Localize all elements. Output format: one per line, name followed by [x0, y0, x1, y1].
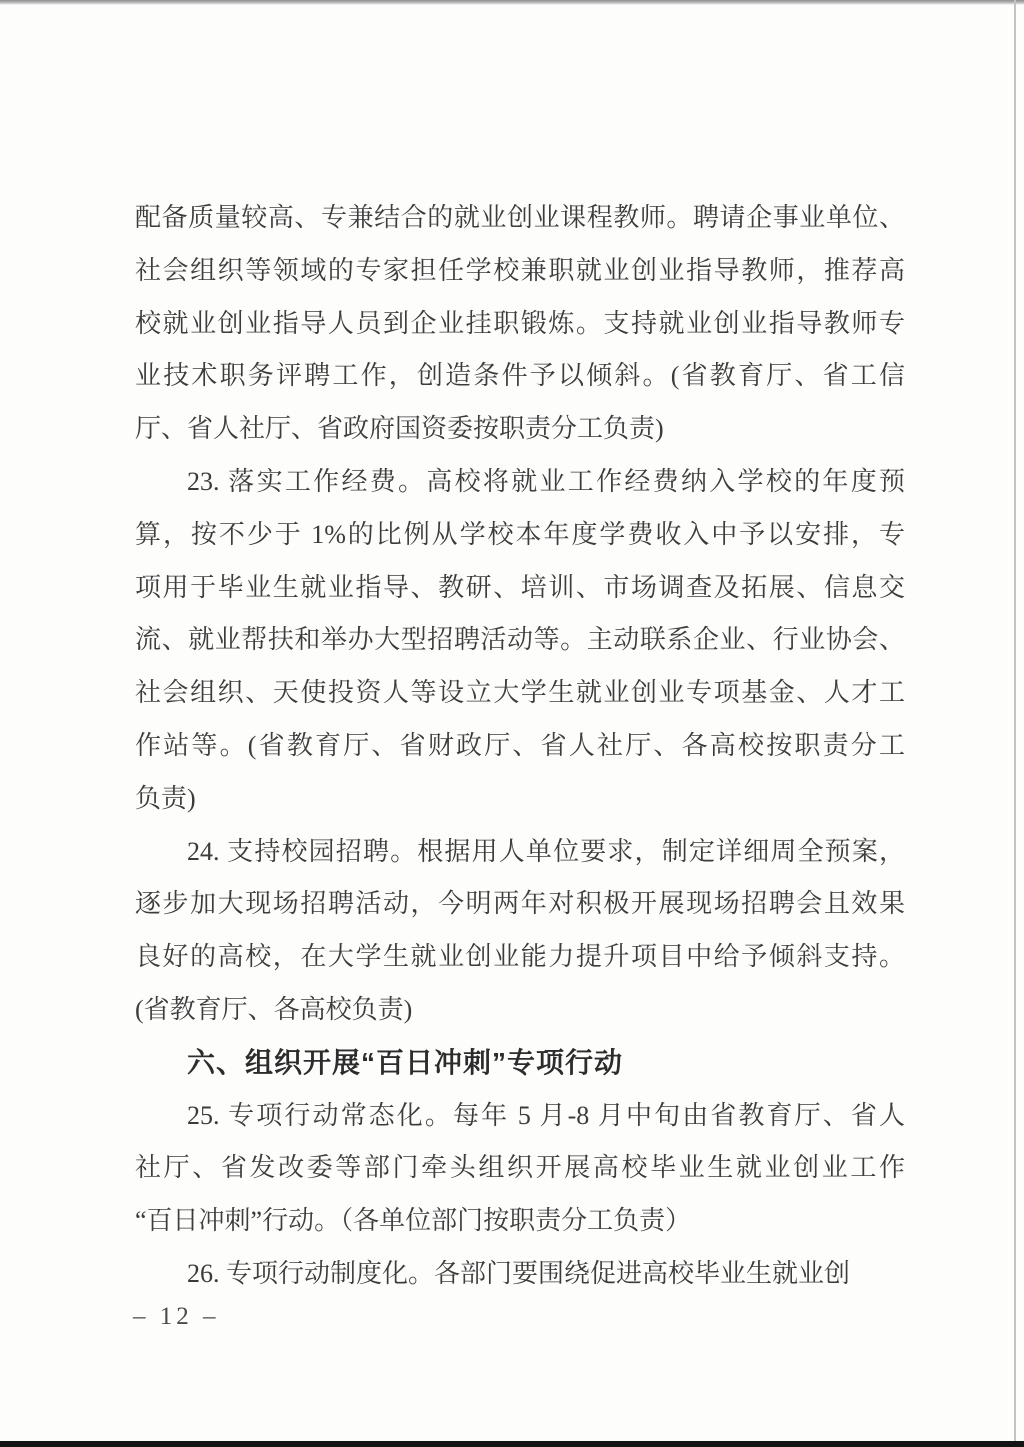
text-line: 良好的高校，在大学生就业创业能力提升项目中给予倾斜支持。 — [135, 942, 905, 972]
scan-right-edge-line — [1014, 0, 1016, 1447]
text-line: 社会组织、天使投资人等设立大学生就业创业专项基金、人才工 — [135, 678, 905, 708]
text-line: 逐步加大现场招聘活动，今明两年对积极开展现场招聘会且效果 — [135, 889, 905, 919]
text-line: 25. 专项行动常态化。每年 5 月-8 月中旬由省教育厅、省人 — [187, 1100, 905, 1130]
text-line: 流、就业帮扶和举办大型招聘活动等。主动联系企业、行业协会、 — [135, 625, 905, 655]
text-line: 社会组织等领域的专家担任学校兼职就业创业指导教师，推荐高 — [135, 255, 905, 285]
text-line: 校就业创业指导人员到企业挂职锻炼。支持就业创业指导教师专 — [135, 308, 905, 338]
text-line: “百日冲刺”行动。（各单位部门按职责分工负责） — [135, 1206, 692, 1236]
text-line: 项用于毕业生就业指导、教研、培训、市场调查及拓展、信息交 — [135, 572, 905, 602]
text-line: 24. 支持校园招聘。根据用人单位要求，制定详细周全预案， — [187, 836, 905, 866]
text-line: 业技术职务评聘工作，创造条件予以倾斜。(省教育厅、省工信 — [135, 361, 905, 391]
text-line: 作站等。(省教育厅、省财政厅、省人社厅、各高校按职责分工 — [135, 730, 905, 760]
text-line: (省教育厅、各高校负责) — [135, 994, 413, 1024]
document-body — [135, 192, 905, 1301]
text-line: 社厅、省发改委等部门牵头组织开展高校毕业生就业创业工作 — [135, 1153, 905, 1183]
text-line: 26. 专项行动制度化。各部门要围绕促进高校毕业生就业创 — [187, 1258, 851, 1288]
section-heading: 六、组织开展“百日冲刺”专项行动 — [187, 1046, 624, 1078]
text-line: 配备质量较高、专兼结合的就业创业课程教师。聘请企事业单位、 — [135, 203, 905, 232]
text-line: 算，按不少于 1%的比例从学校本年度学费收入中予以安排，专 — [135, 519, 905, 549]
page-number: – 12 – — [133, 1303, 220, 1330]
text-line: 厅、省人社厅、省政府国资委按职责分工负责) — [135, 414, 664, 444]
text-line: 负责) — [135, 783, 196, 813]
scan-top-edge — [0, 0, 1024, 5]
text-line: 23. 落实工作经费。高校将就业工作经费纳入学校的年度预 — [187, 466, 905, 496]
scan-bottom-edge — [0, 1441, 1024, 1447]
